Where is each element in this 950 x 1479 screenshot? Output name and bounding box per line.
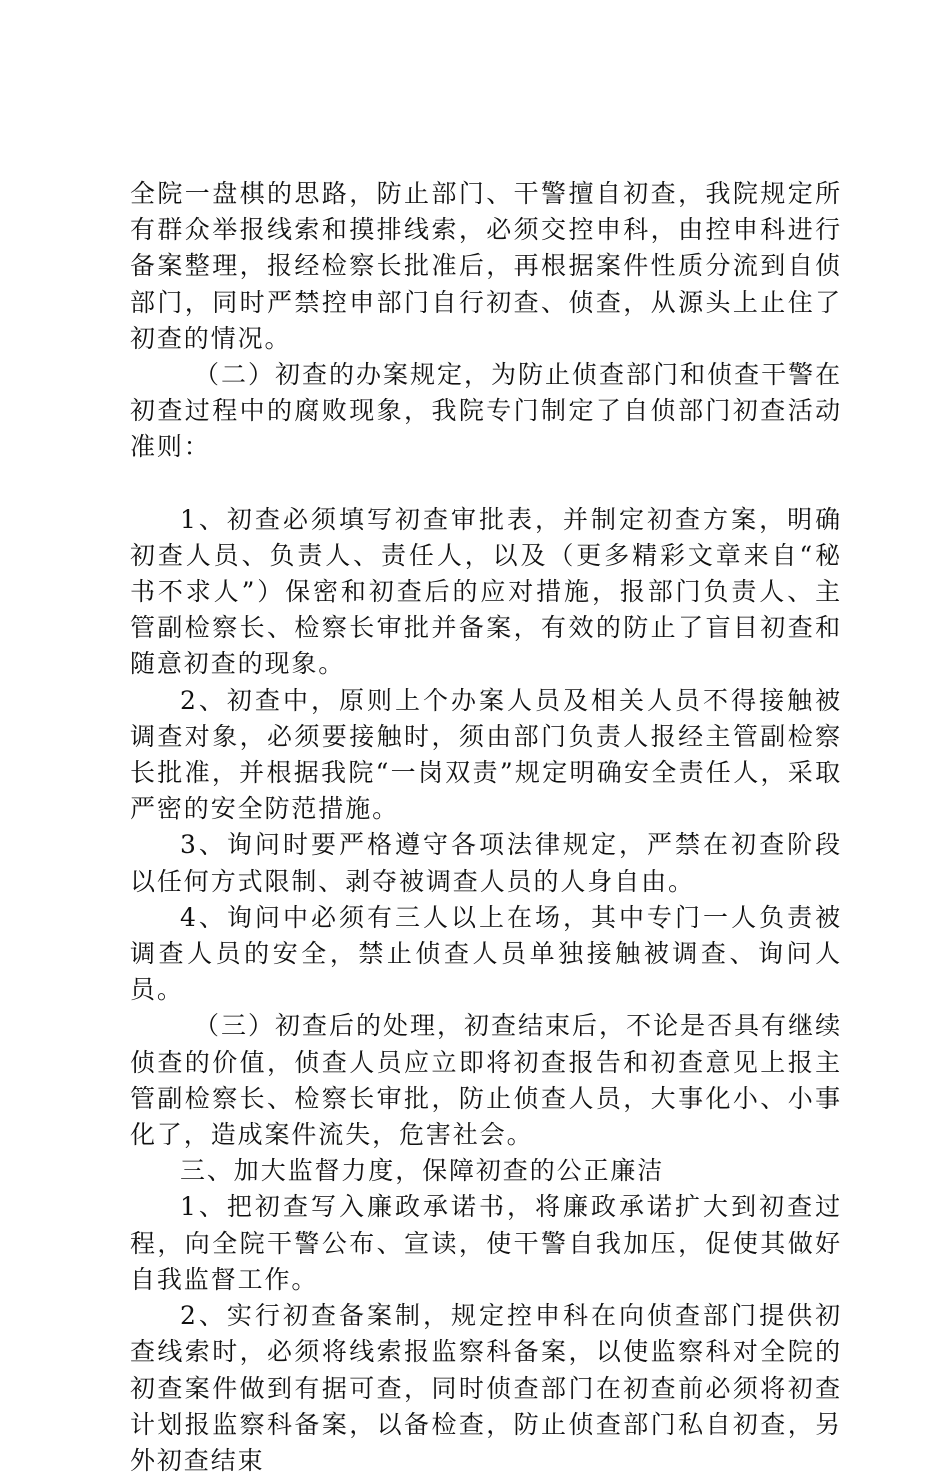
paragraph-5: 3、询问时要严格遵守各项法律规定，严禁在初查阶段以任何方式限制、剥夺被调查人员的人身自由。 — [130, 830, 842, 896]
document-body — [130, 176, 842, 1479]
paragraph-9: 1、把初查写入廉政承诺书，将廉政承诺扩大到初查过程，向全院干警公布、宣读，使干警自我加压，促使其做好自我监督工作。 — [130, 1192, 842, 1294]
paragraph-10: 2、实行初查备案制，规定控申科在向侦查部门提供初查线索时，必须将线索报监察科备案，以使监察科对全院的初查案件做到有据可查，同时侦查部门在初查前必须将初查计划报监察科备案，以备检查，防止侦查部门私自初查，另外初查结束 — [130, 1301, 842, 1475]
paragraph-1: 全院一盘棋的思路，防止部门、干警擅自初查，我院规定所有群众举报线索和摸排线索，必须交控申科，由控申科进行备案整理，报经检察长批准后，再根据案件性质分流到自侦部门，同时严禁控申部门自行初查、侦查，从源头上止住了初查的情况。 — [130, 179, 842, 353]
paragraph-spacer — [130, 466, 842, 502]
paragraph-3: 1、初查必须填写初查审批表，并制定初查方案，明确初查人员、负责人、责任人，以及（更多精彩文章来自“秘书不求人”）保密和初查后的应对措施，报部门负责人、主管副检察长、检察长审批并备案，有效的防止了盲目初查和随意初查的现象。 — [130, 504, 842, 679]
paragraph-7: （三）初查后的处理，初查结束后，不论是否具有继续侦查的价值，侦查人员应立即将初查报告和初查意见上报主管副检察长、检察长审批，防止侦查人员，大事化小、小事化了，造成案件流失，危害社会。 — [130, 1011, 842, 1150]
paragraph-2: （二）初查的办案规定，为防止侦查部门和侦查干警在初查过程中的腐败现象，我院专门制定了自侦部门初查活动准则： — [130, 360, 842, 462]
paragraph-4: 2、初查中，原则上个办案人员及相关人员不得接触被调查对象，必须要接触时，须由部门负责人报经主管副检察长批准，并根据我院“一岗双责”规定明确安全责任人，采取严密的安全防范措施。 — [130, 685, 842, 824]
paragraph-6: 4、询问中必须有三人以上在场，其中专门一人负责被调查人员的安全，禁止侦查人员单独接触被调查、询问人员。 — [130, 902, 842, 1005]
section-heading: 三、加大监督力度，保障初查的公正廉洁 — [180, 1156, 665, 1186]
